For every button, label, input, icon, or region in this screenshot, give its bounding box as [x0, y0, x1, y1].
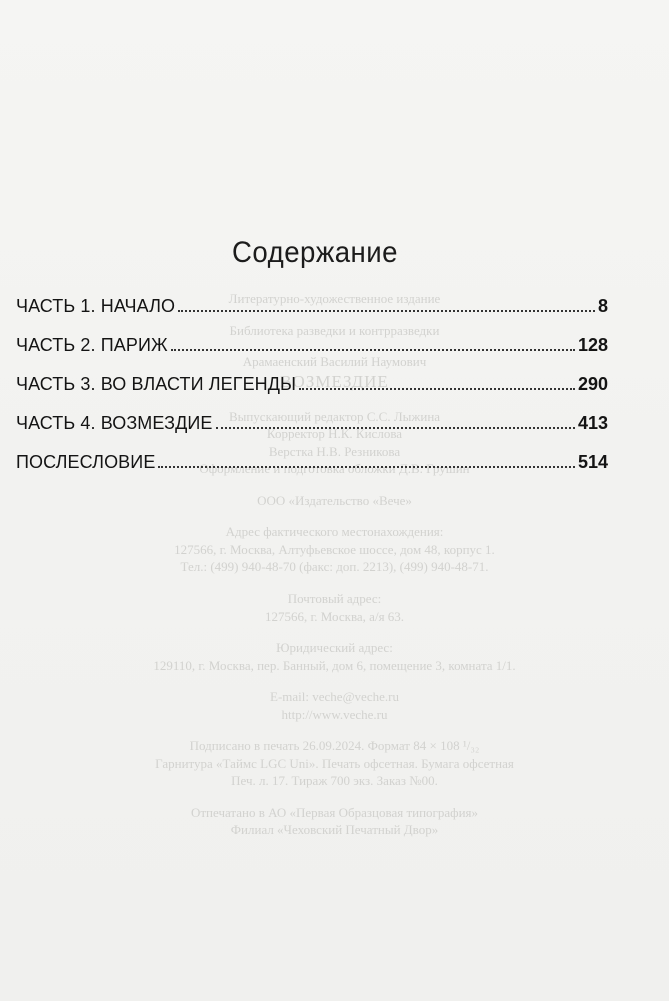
toc-entry-label: ЧАСТЬ 1. НАЧАЛО — [16, 296, 176, 316]
ghost-line: Юридический адрес: — [276, 640, 393, 656]
toc-entry[interactable] — [16, 374, 608, 402]
ghost-line: Гарнитура «Таймс LGC Uni». Печать офсетная. Бумага офсетная — [155, 755, 514, 771]
ghost-line: Подписано в печать 26.09.2024. Формат 84 × 108 ¹/₃₂ — [189, 738, 480, 754]
toc-entry-page: 290 — [577, 374, 608, 394]
toc-entry-page: 413 — [577, 413, 608, 433]
ghost-line: Филиал «Чеховский Печатный Двор» — [230, 822, 439, 838]
ghost-line: 127566, г. Москва, Алтуфьевское шоссе, дом 48, корпус 1. — [174, 541, 495, 557]
toc-entry[interactable] — [16, 335, 608, 363]
ghost-line: Арамаенский Василий Наумович — [242, 354, 427, 370]
toc-entry-label: ЧАСТЬ 3. ВО ВЛАСТИ ЛЕГЕНДЫ — [16, 374, 297, 394]
toc-entry-page: 514 — [577, 452, 608, 472]
toc-entry[interactable] — [16, 452, 608, 480]
toc-entry-label: ПОСЛЕСЛОВИЕ — [16, 452, 156, 472]
toc-entry-page: 8 — [597, 296, 608, 316]
toc-leader-dots — [158, 466, 575, 468]
ghost-line: http://www.veche.ru — [281, 706, 388, 722]
ghost-line: 127566, г. Москва, а/я 63. — [264, 608, 405, 624]
toc-entry-page: 128 — [577, 335, 608, 355]
toc-entry[interactable] — [16, 296, 608, 324]
toc-leader-dots — [171, 349, 575, 351]
table-of-contents — [16, 296, 608, 491]
ghost-line: Адрес фактического местонахождения: — [225, 524, 444, 540]
ghost-line: Печ. л. 17. Тираж 700 экз. Заказ №00. — [231, 773, 438, 789]
toc-entry[interactable] — [16, 413, 608, 441]
ghost-line: Почтовый адрес: — [287, 590, 382, 606]
toc-entry-label: ЧАСТЬ 4. ВОЗМЕЗДИЕ — [16, 413, 213, 433]
toc-leader-dots — [299, 388, 575, 390]
ghost-line: ООО «Издательство «Вече» — [257, 492, 412, 508]
ghost-line: Выпускающий редактор С.С. Лыжина — [228, 408, 441, 424]
toc-leader-dots — [178, 310, 595, 312]
toc-entry-label: ЧАСТЬ 2. ПАРИЖ — [16, 335, 168, 355]
ghost-line: Верстка Н.В. Резникова — [268, 443, 401, 459]
ghost-line: Библиотека разведки и контрразведки — [229, 322, 440, 338]
ghost-line: E-mail: veche@veche.ru — [270, 689, 399, 705]
ghost-line: Корректор Н.К. Кислова — [266, 426, 403, 442]
ghost-line: ВОЗМЕЗДИЕ — [280, 371, 389, 391]
toc-title: Содержание — [232, 236, 398, 269]
ghost-line: Оформление и подготовка обложки Д.В. Грушин — [199, 461, 470, 477]
ghost-line: Отпечатано в АО «Первая Образцовая типография» — [190, 804, 479, 820]
toc-leader-dots — [216, 427, 575, 429]
ghost-line: Литературно-художественное издание — [228, 291, 441, 306]
ghost-line: Тел.: (499) 940-48-70 (факс: доп. 2213), (499) 940-48-71. — [180, 559, 489, 575]
ghost-line: 129110, г. Москва, пер. Банный, дом 6, помещение 3, комната 1/1. — [153, 657, 516, 673]
